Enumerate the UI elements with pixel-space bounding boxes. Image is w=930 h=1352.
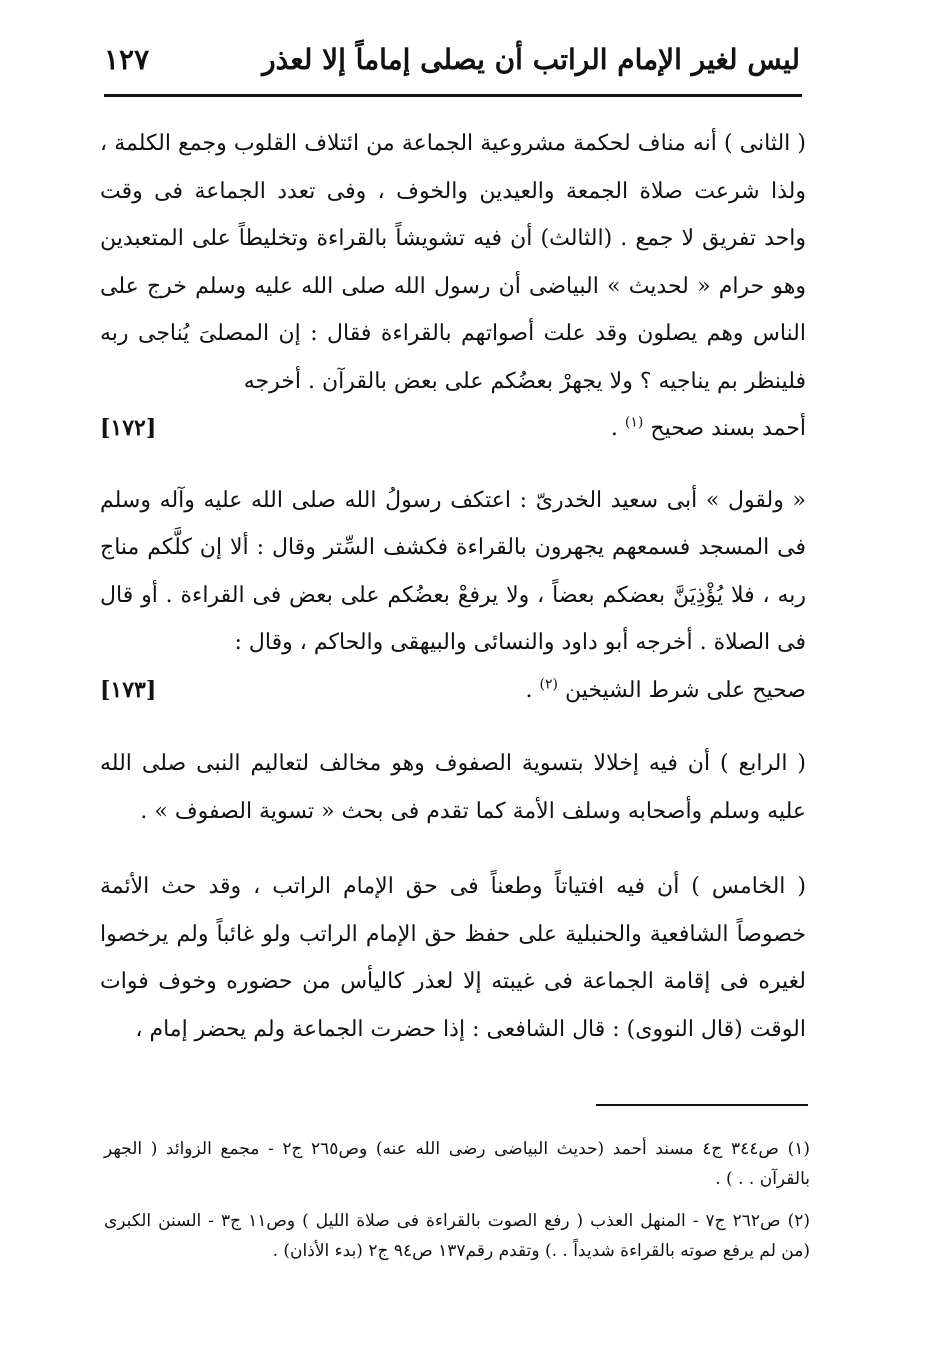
paragraph-closing-line xyxy=(100,405,806,453)
footnote-marker: (١) xyxy=(624,414,644,431)
running-header xyxy=(104,34,800,84)
paragraph-text: « ولقول » أبى سعيد الخدرىّ : اعتكف رسولُ الله صلى الله عليه وآله وسلم فى المسجد فسمعهم يجهرون بالقراءة فكشف السِّتر وقال : ألا إن كلَّكم مناج ربه ، فلا يُؤْذِيَنَّ بعضكم بعضاً ، ولا يرفعْ بعضُكم على بعض فى القراءة . أو قال فى الصلاة . أخرجه أبو داود والنسائى والبيهقى والحاكم ، وقال : xyxy=(100,487,806,655)
paragraph-fifth-point: ( الخامس ) أن فيه افتياتاً وطعناً فى حق الإمام الراتب ، وقد حث الأئمة خصوصاً الشافعية والحنبلية على حفظ حق الإمام الراتب ولو غائباً ولم يرخصوا لغيره فى إقامة الجماعة فى غيبته إلا لعذر كاليأس من حضوره وخوف فوات الوقت (قال النووى) : قال الشافعى : إذا حضرت الجماعة ولم يحضر إمام ، xyxy=(100,874,806,1042)
paragraph-abu-said-hadith xyxy=(100,477,806,715)
hadith-reference-number: [١٧٣] xyxy=(100,676,157,703)
page-number: ١٢٧ xyxy=(104,42,150,76)
header-rule xyxy=(104,94,802,97)
closing-period: . xyxy=(610,416,625,441)
hadith-reference-number: [١٧٢] xyxy=(100,415,157,441)
paragraph-second-point xyxy=(100,120,806,453)
paragraph-fourth-point: ( الرابع ) أن فيه إخلالا بتسوية الصفوف وهو مخالف لتعاليم النبى صلى الله عليه وسلم وأصحابه وسلف الأمة كما تقدم فى بحث « تسوية الصفوف » . xyxy=(100,751,806,824)
footnote-2: (٢) ص٢٦٢ ج٧ - المنهل العذب ( رفع الصوت بالقراءة فى صلاة الليل ) وص١١ ج٣ - السنن الكبرى (من لم يرفع صوته بالقراءة شديداً . .) وتقدم رقم١٣٧ ص٩٤ ج٢ (بدء الأذان) . xyxy=(104,1211,810,1261)
body-text xyxy=(100,120,806,1053)
footnote-marker: (٢) xyxy=(539,676,558,693)
closing-period: . xyxy=(525,677,540,703)
paragraph-text: ( الثانى ) أنه مناف لحكمة مشروعية الجماعة من ائتلاف القلوب وجمع الكلمة ، ولذا شرعت صلاة الجمعة والعيدين والخوف ، وفى تعدد الجماعة فى وقت واحد تفريق لا جمع . (الثالث) أن فيه تشويشاً بالقراءة وتخليطاً على المتعبدين وهو حرام « لحديث » البياضى أن رسول الله صلى الله عليه وسلم خرج على الناس وهم يصلون وقد علت أصواتهم بالقراءة فقال : إن المصلىَ يُناجى ربه فلينظر بم يناجيه ؟ ولا يجهرْ بعضُكم على بعض بالقرآن . أخرجه xyxy=(100,131,806,394)
closing-text: أحمد بسند صحيح xyxy=(650,416,806,441)
closing-phrase xyxy=(611,405,806,453)
paragraph-closing-line xyxy=(100,667,806,715)
footnotes xyxy=(104,1134,810,1278)
closing-text: صحيح على شرط الشيخين xyxy=(564,677,806,703)
closing-phrase xyxy=(525,667,806,715)
header-title: ليس لغير الإمام الراتب أن يصلى إماماً إلا لعذر xyxy=(262,42,800,76)
footnote-1: (١) ص٣٤٤ ج٤ مسند أحمد (حديث البياضى رضى الله عنه) وص٢٦٥ ج٢ - مجمع الزوائد ( الجهر بالقرآن . . ) . xyxy=(104,1139,810,1189)
footnote-rule xyxy=(596,1104,808,1106)
